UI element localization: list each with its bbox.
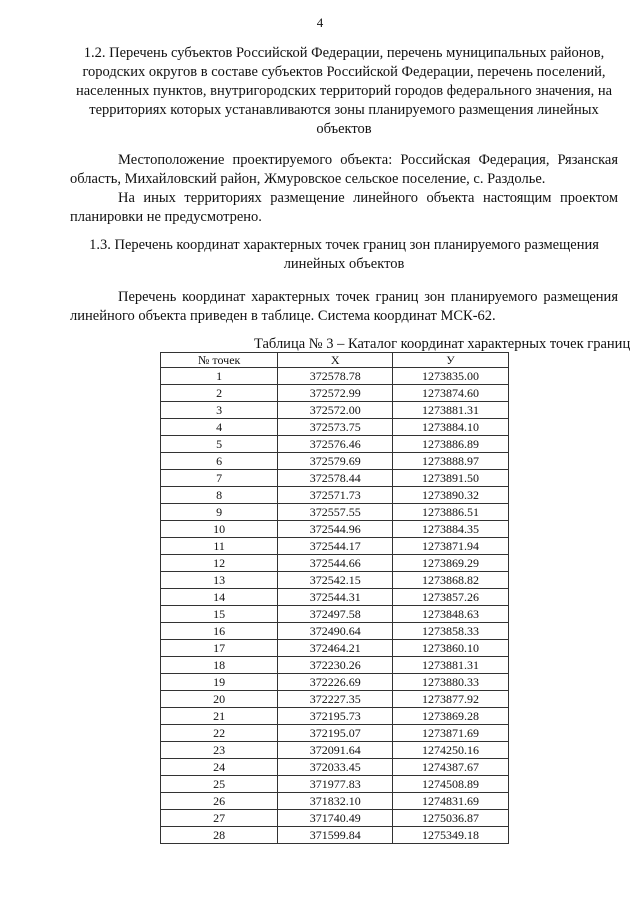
cell-y: 1273877.92 — [393, 691, 509, 708]
cell-y: 1273886.89 — [393, 436, 509, 453]
cell-point-number: 25 — [161, 776, 278, 793]
section-1-3-heading: 1.3. Перечень координат характерных точек границ зон планируемого размещения линейных объектов — [89, 237, 599, 272]
cell-point-number: 6 — [161, 453, 278, 470]
cell-y: 1274250.16 — [393, 742, 509, 759]
cell-point-number: 19 — [161, 674, 278, 691]
cell-y: 1273848.63 — [393, 606, 509, 623]
cell-y: 1273884.10 — [393, 419, 509, 436]
cell-x: 372091.64 — [278, 742, 393, 759]
cell-y: 1273871.69 — [393, 725, 509, 742]
header-x: X — [278, 353, 393, 368]
cell-x: 372572.00 — [278, 402, 393, 419]
cell-point-number: 23 — [161, 742, 278, 759]
cell-y: 1273886.51 — [393, 504, 509, 521]
cell-x: 372227.35 — [278, 691, 393, 708]
coordinates-table — [160, 352, 509, 844]
table-row — [161, 674, 509, 691]
table-row — [161, 742, 509, 759]
cell-x: 372544.66 — [278, 555, 393, 572]
table-row — [161, 793, 509, 810]
cell-point-number: 17 — [161, 640, 278, 657]
cell-y: 1273888.97 — [393, 453, 509, 470]
table-row — [161, 538, 509, 555]
table-row — [161, 725, 509, 742]
table-row — [161, 810, 509, 827]
table-row — [161, 708, 509, 725]
cell-point-number: 21 — [161, 708, 278, 725]
cell-x: 372544.17 — [278, 538, 393, 555]
page-number: 4 — [316, 15, 324, 30]
table-row — [161, 487, 509, 504]
cell-y: 1273884.35 — [393, 521, 509, 538]
cell-point-number: 8 — [161, 487, 278, 504]
table-row — [161, 385, 509, 402]
cell-x: 372497.58 — [278, 606, 393, 623]
table-row — [161, 572, 509, 589]
cell-point-number: 24 — [161, 759, 278, 776]
table-row — [161, 470, 509, 487]
location-paragraph: Местоположение проектируемого объекта: Российская Федерация, Рязанская область, Михайловский район, Жмуровское сельское поселение, с. Раздолье. — [70, 152, 618, 187]
header-point-number: № точек — [161, 353, 278, 368]
table-row — [161, 640, 509, 657]
table-row — [161, 521, 509, 538]
cell-y: 1273857.26 — [393, 589, 509, 606]
cell-y: 1275349.18 — [393, 827, 509, 844]
cell-y: 1274387.67 — [393, 759, 509, 776]
cell-x: 372576.46 — [278, 436, 393, 453]
cell-x: 371977.83 — [278, 776, 393, 793]
cell-x: 372464.21 — [278, 640, 393, 657]
cell-x: 372573.75 — [278, 419, 393, 436]
table-row — [161, 436, 509, 453]
cell-y: 1273860.10 — [393, 640, 509, 657]
table-row — [161, 402, 509, 419]
table-row — [161, 776, 509, 793]
cell-point-number: 2 — [161, 385, 278, 402]
cell-point-number: 4 — [161, 419, 278, 436]
coordinates-intro-paragraph: Перечень координат характерных точек границ зон планируемого размещения линейного объекта приведен в таблице. Система координат МСК-62. — [70, 289, 618, 324]
table-row — [161, 589, 509, 606]
cell-y: 1273890.32 — [393, 487, 509, 504]
cell-y: 1273868.82 — [393, 572, 509, 589]
cell-point-number: 7 — [161, 470, 278, 487]
cell-y: 1273858.33 — [393, 623, 509, 640]
cell-x: 372579.69 — [278, 453, 393, 470]
cell-point-number: 20 — [161, 691, 278, 708]
header-y: У — [393, 353, 509, 368]
cell-y: 1273891.50 — [393, 470, 509, 487]
table-row — [161, 453, 509, 470]
cell-y: 1274831.69 — [393, 793, 509, 810]
cell-y: 1273874.60 — [393, 385, 509, 402]
section-1-2-heading: 1.2. Перечень субъектов Российской Федерации, перечень муниципальных районов, городских округов в составе субъектов Российской Федерации, перечень поселений, населенных пунктов, внутригородских территорий городов федерального значения, на территориях которых устанавливаются зоны планируемого размещения линейных объектов — [75, 45, 613, 137]
table-row — [161, 368, 509, 385]
table-row — [161, 606, 509, 623]
cell-x: 372557.55 — [278, 504, 393, 521]
cell-y: 1273869.29 — [393, 555, 509, 572]
cell-point-number: 28 — [161, 827, 278, 844]
cell-y: 1275036.87 — [393, 810, 509, 827]
cell-y: 1273880.33 — [393, 674, 509, 691]
cell-point-number: 11 — [161, 538, 278, 555]
cell-x: 372033.45 — [278, 759, 393, 776]
cell-point-number: 18 — [161, 657, 278, 674]
table-row — [161, 691, 509, 708]
cell-x: 372544.31 — [278, 589, 393, 606]
cell-x: 372571.73 — [278, 487, 393, 504]
cell-point-number: 3 — [161, 402, 278, 419]
cell-point-number: 27 — [161, 810, 278, 827]
table-row — [161, 759, 509, 776]
cell-y: 1273871.94 — [393, 538, 509, 555]
table-row — [161, 657, 509, 674]
cell-x: 372195.73 — [278, 708, 393, 725]
cell-point-number: 14 — [161, 589, 278, 606]
table-row — [161, 555, 509, 572]
cell-y: 1273835.00 — [393, 368, 509, 385]
cell-x: 371740.49 — [278, 810, 393, 827]
cell-point-number: 12 — [161, 555, 278, 572]
cell-x: 371599.84 — [278, 827, 393, 844]
table-row — [161, 827, 509, 844]
table-header-row — [161, 353, 509, 368]
cell-x: 372544.96 — [278, 521, 393, 538]
table-caption: Таблица № 3 – Каталог координат характерных точек границ — [254, 336, 631, 352]
cell-y: 1273881.31 — [393, 402, 509, 419]
cell-x: 372230.26 — [278, 657, 393, 674]
table-row — [161, 504, 509, 521]
cell-point-number: 26 — [161, 793, 278, 810]
cell-x: 372226.69 — [278, 674, 393, 691]
other-territories-paragraph: На иных территориях размещение линейного объекта настоящим проектом планировки не предусмотрено. — [70, 190, 618, 225]
cell-y: 1274508.89 — [393, 776, 509, 793]
cell-point-number: 5 — [161, 436, 278, 453]
cell-y: 1273881.31 — [393, 657, 509, 674]
cell-point-number: 13 — [161, 572, 278, 589]
cell-y: 1273869.28 — [393, 708, 509, 725]
cell-point-number: 1 — [161, 368, 278, 385]
cell-x: 372490.64 — [278, 623, 393, 640]
cell-x: 372542.15 — [278, 572, 393, 589]
table-row — [161, 623, 509, 640]
cell-point-number: 22 — [161, 725, 278, 742]
cell-x: 372195.07 — [278, 725, 393, 742]
cell-point-number: 9 — [161, 504, 278, 521]
cell-x: 371832.10 — [278, 793, 393, 810]
cell-point-number: 10 — [161, 521, 278, 538]
cell-point-number: 16 — [161, 623, 278, 640]
cell-x: 372578.78 — [278, 368, 393, 385]
cell-x: 372572.99 — [278, 385, 393, 402]
table-row — [161, 419, 509, 436]
cell-x: 372578.44 — [278, 470, 393, 487]
cell-point-number: 15 — [161, 606, 278, 623]
